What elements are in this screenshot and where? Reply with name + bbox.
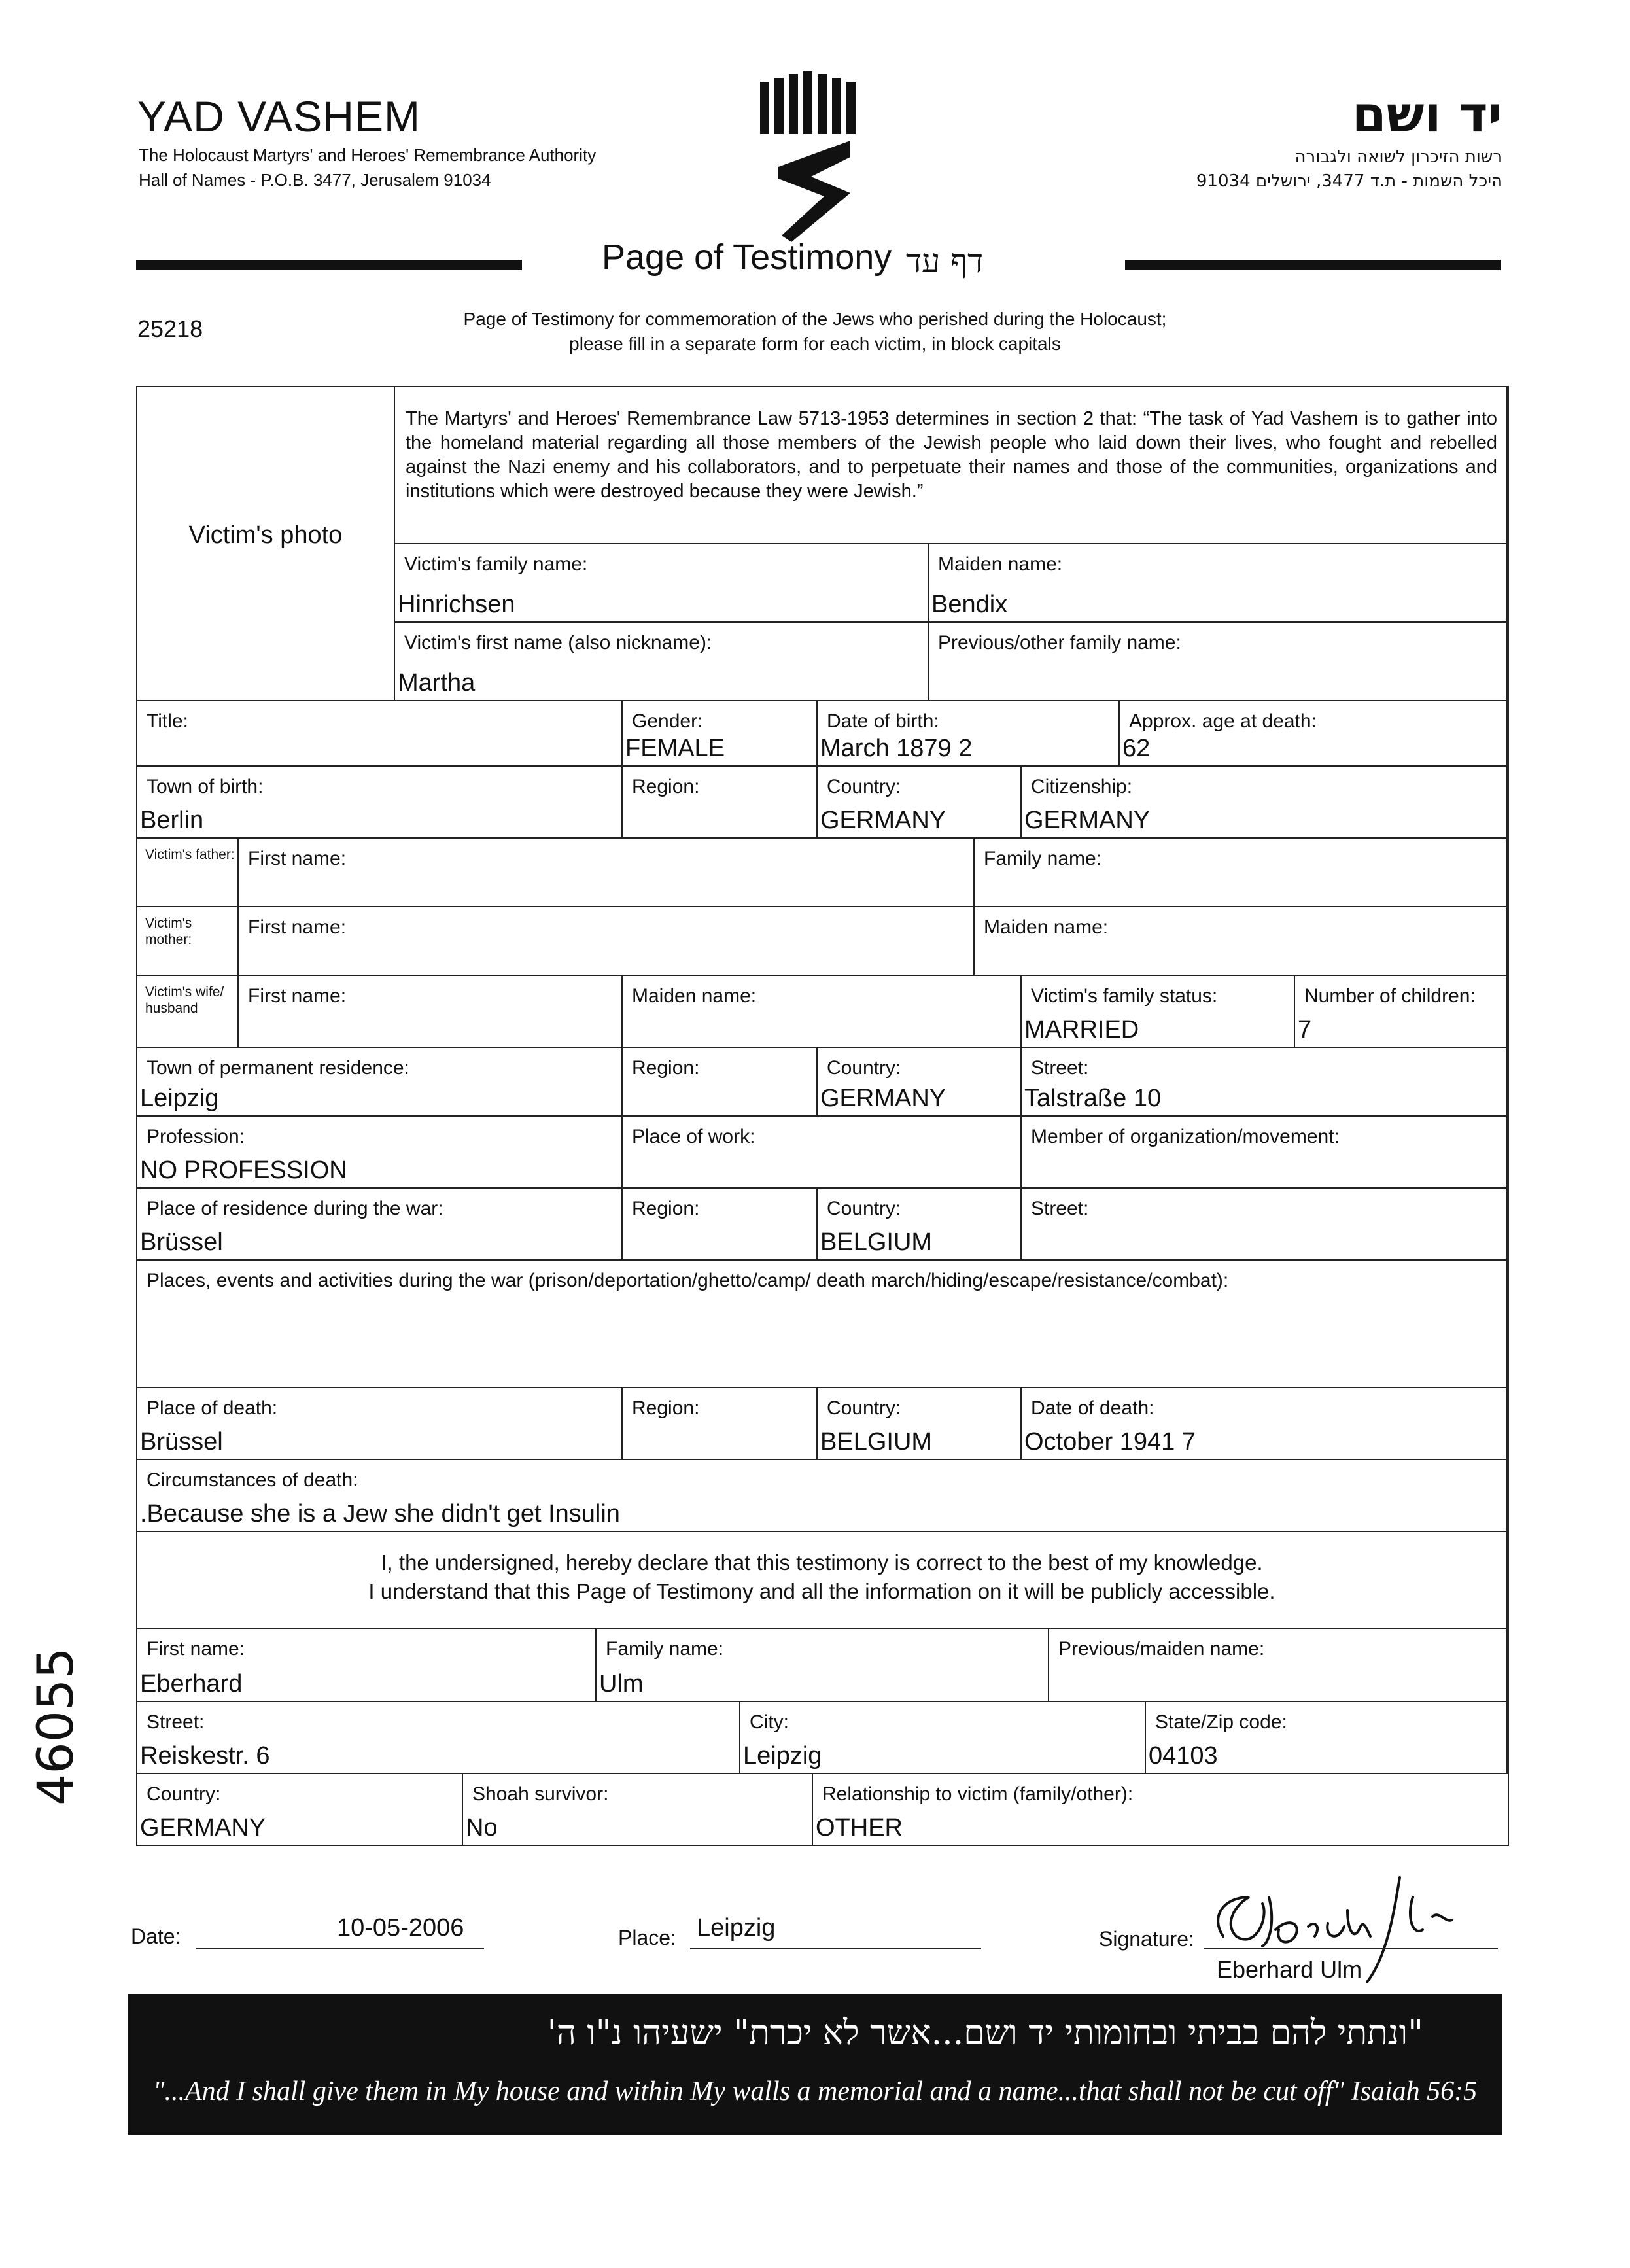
age-at-death-label: Approx. age at death: (1129, 710, 1317, 732)
children-count-field[interactable] (1295, 976, 1508, 1048)
circumstances-label: Circumstances of death: (147, 1469, 358, 1491)
family-name-value: Hinrichsen (398, 591, 515, 618)
war-region-label: Region: (632, 1198, 700, 1219)
war-residence-label: Place of residence during the war: (147, 1198, 443, 1219)
maiden-name-value: Bendix (931, 591, 1008, 618)
birth-country-value: GERMANY (820, 807, 946, 834)
father-first-name-label: First name: (248, 848, 347, 869)
submitter-family-name-label: Family name: (606, 1638, 724, 1660)
permanent-town-value: Leipzig (140, 1085, 219, 1112)
circumstances-value: .Because she is a Jew she didn't get Insulin (140, 1500, 620, 1527)
submitter-street-value: Reiskestr. 6 (140, 1742, 270, 1770)
town-of-birth-value: Berlin (140, 807, 204, 834)
shoah-survivor-label: Shoah survivor: (472, 1783, 609, 1805)
birth-country-label: Country: (827, 776, 901, 797)
submitter-zip-value: 04103 (1149, 1742, 1218, 1770)
spouse-row-label-box (137, 976, 239, 1048)
permanent-street-value: Talstraße 10 (1024, 1085, 1162, 1112)
permanent-street-label: Street: (1031, 1057, 1089, 1079)
circumstances-field[interactable] (137, 1460, 1508, 1532)
date-of-birth-field[interactable] (818, 701, 1120, 767)
spouse-first-name-field[interactable] (239, 976, 623, 1048)
war-events-label: Places, events and activities during the war (prison/deportation/ghetto/camp/ death march/hiding/escape/resistance/combat): (147, 1270, 1229, 1291)
date-of-birth-label: Date of birth: (827, 710, 939, 732)
spouse-maiden-name-label: Maiden name: (632, 985, 757, 1007)
family-status-field[interactable] (1022, 976, 1295, 1048)
org-subtitle: The Holocaust Martyrs' and Heroes' Remembrance Authority (139, 145, 597, 165)
relationship-value: OTHER (816, 1814, 903, 1841)
permanent-street-field[interactable] (1022, 1048, 1508, 1117)
signature-printed-name: Eberhard Ulm (1217, 1956, 1362, 1983)
date-value: 10-05-2006 (337, 1914, 464, 1942)
submitter-country-label: Country: (147, 1783, 221, 1805)
date-label: Date: (131, 1925, 181, 1948)
death-region-label: Region: (632, 1397, 700, 1419)
citizenship-label: Citizenship: (1031, 776, 1133, 797)
org-subtitle-hebrew: רשות הזיכרון לשואה ולגבורה (1294, 147, 1502, 167)
date-underline (196, 1948, 484, 1949)
date-of-death-value: October 1941 7 (1024, 1428, 1196, 1456)
place-of-death-value: Brüssel (140, 1428, 223, 1456)
family-status-value: MARRIED (1024, 1016, 1139, 1043)
signature-label: Signature: (1099, 1927, 1194, 1951)
war-street-field[interactable] (1022, 1189, 1508, 1261)
death-country-field[interactable] (818, 1388, 1022, 1460)
maiden-name-field[interactable] (929, 544, 1508, 623)
father-family-name-field[interactable] (975, 839, 1508, 907)
first-name-label: Victim's first name (also nickname): (404, 632, 712, 654)
family-name-field[interactable] (395, 544, 929, 623)
place-of-death-label: Place of death: (147, 1397, 278, 1419)
victim-photo-label: Victim's photo (188, 521, 343, 549)
submitter-street-field[interactable] (137, 1702, 740, 1774)
war-residence-value: Brüssel (140, 1229, 223, 1256)
date-of-death-field[interactable] (1022, 1388, 1508, 1460)
mother-first-name-label: First name: (248, 916, 347, 938)
submitter-city-field[interactable] (740, 1702, 1146, 1774)
org-name-hebrew: יד ושם (1351, 85, 1502, 143)
title-label: Title: (147, 710, 188, 732)
header-rule-left (136, 260, 522, 270)
submitter-country-field[interactable] (137, 1774, 463, 1845)
declaration-line-2: I understand that this Page of Testimony and all the information on it will be publicly accessible. (368, 1579, 1275, 1603)
submitter-family-name-field[interactable] (597, 1629, 1049, 1702)
profession-value: NO PROFESSION (140, 1157, 347, 1184)
war-country-label: Country: (827, 1198, 901, 1219)
first-name-field[interactable] (395, 623, 929, 701)
place-label: Place: (618, 1926, 676, 1949)
org-address: Hall of Names - P.O.B. 3477, Jerusalem 91034 (139, 170, 491, 190)
gender-field[interactable] (623, 701, 818, 767)
margin-handwritten-number: 46055 (26, 1647, 84, 1806)
submitter-country-value: GERMANY (140, 1814, 266, 1841)
permanent-country-label: Country: (827, 1057, 901, 1079)
spouse-first-name-label: First name: (248, 985, 347, 1007)
spouse-row-label: Victim's wife/ husband (145, 985, 224, 1016)
member-org-field[interactable] (1022, 1117, 1508, 1189)
war-residence-field[interactable] (137, 1189, 623, 1261)
death-region-field[interactable] (623, 1388, 818, 1460)
first-name-value: Martha (398, 669, 476, 697)
relationship-label: Relationship to victim (family/other): (822, 1783, 1134, 1805)
permanent-region-field[interactable] (623, 1048, 818, 1117)
permanent-town-field[interactable] (137, 1048, 623, 1117)
permanent-region-label: Region: (632, 1057, 700, 1079)
law-text: The Martyrs' and Heroes' Remembrance Law 5713-1953 determines in section 2 that: “The task of Yad Vashem is to gather into the homeland material regarding all those members of the Jewish people who laid down their lives, who fought and rebelled against the Nazi enemy and his collaborators, and to perpetuate their names and those of the communities, organizations and institutions which were destroyed because they were Jewish.” (406, 408, 1497, 502)
law-text-box (395, 387, 1508, 544)
profession-label: Profession: (147, 1126, 245, 1147)
relationship-field[interactable] (813, 1774, 1508, 1845)
submitter-city-value: Leipzig (743, 1742, 822, 1770)
citizenship-value: GERMANY (1024, 807, 1151, 834)
mother-row-label: Victim's mother: (145, 916, 192, 947)
spouse-maiden-name-field[interactable] (623, 976, 1022, 1048)
age-at-death-value: 62 (1122, 735, 1151, 762)
place-of-work-label: Place of work: (632, 1126, 755, 1147)
previous-family-name-label: Previous/other family name: (938, 632, 1181, 654)
children-count-label: Number of children: (1304, 985, 1476, 1007)
intro-line-1: Page of Testimony for commemoration of the Jews who perished during the Holocaust; (463, 309, 1167, 329)
place-underline (690, 1948, 981, 1949)
submitter-zip-label: State/Zip code: (1155, 1711, 1287, 1733)
submitter-first-name-field[interactable] (137, 1629, 597, 1702)
maiden-name-label: Maiden name: (938, 553, 1063, 575)
father-row-label-box (137, 839, 239, 907)
birth-country-field[interactable] (818, 767, 1022, 839)
submitter-street-label: Street: (147, 1711, 205, 1733)
place-of-death-field[interactable] (137, 1388, 623, 1460)
shoah-survivor-value: No (466, 1814, 498, 1841)
mother-maiden-name-label: Maiden name: (984, 916, 1109, 938)
birth-region-label: Region: (632, 776, 700, 797)
permanent-town-label: Town of permanent residence: (147, 1057, 409, 1079)
father-family-name-label: Family name: (984, 848, 1102, 869)
signature-underline (1204, 1948, 1498, 1949)
declaration-box (137, 1532, 1508, 1629)
family-status-label: Victim's family status: (1031, 985, 1218, 1007)
permanent-country-value: GERMANY (820, 1085, 946, 1112)
submitter-first-name-value: Eberhard (140, 1670, 243, 1698)
death-country-label: Country: (827, 1397, 901, 1419)
org-address-hebrew: היכל השמות - ת.ד 3477, ירושלים 91034 (1196, 171, 1502, 191)
declaration-line-1: I, the undersigned, hereby declare that this testimony is correct to the best of my knowledge. (381, 1550, 1263, 1575)
submitter-previous-name-label: Previous/maiden name: (1058, 1638, 1265, 1660)
citizenship-field[interactable] (1022, 767, 1508, 839)
war-region-field[interactable] (623, 1189, 818, 1261)
page-title: Page of Testimony (602, 237, 892, 277)
yad-vashem-logo-icon (752, 69, 876, 245)
father-row-label: Victim's father: (145, 847, 235, 862)
shoah-survivor-field[interactable] (463, 1774, 813, 1845)
member-org-label: Member of organization/movement: (1031, 1126, 1340, 1147)
children-count-value: 7 (1298, 1016, 1312, 1043)
place-value: Leipzig (697, 1914, 776, 1942)
submitter-previous-name-field[interactable] (1049, 1629, 1508, 1702)
war-country-value: BELGIUM (820, 1229, 933, 1256)
profession-field[interactable] (137, 1117, 623, 1189)
submitter-city-label: City: (750, 1711, 789, 1733)
mother-maiden-name-field[interactable] (975, 907, 1508, 976)
header-rule-right (1125, 260, 1501, 270)
isaiah-banner (128, 1994, 1502, 2135)
previous-family-name-field[interactable] (929, 623, 1508, 701)
page-title-hebrew: דף עד (906, 242, 984, 280)
mother-first-name-field[interactable] (239, 907, 975, 976)
war-events-field[interactable] (137, 1261, 1508, 1388)
document-number: 25218 (137, 315, 203, 342)
banner-hebrew-quote: "ונתתי להם בביתי ובחומותי יד ושם...אשר לא יכרת" ישעיהו נ"ו ה' (547, 2014, 1423, 2053)
testimony-form (136, 386, 1509, 1846)
age-at-death-field[interactable] (1120, 701, 1508, 767)
date-of-birth-value: March 1879 2 (820, 735, 973, 762)
org-name: YAD VASHEM (137, 92, 421, 141)
banner-english-quote: "...And I shall give them in My house and within My walls a memorial and a name...that shall not be cut off" Isaiah 56:5 (152, 2076, 1478, 2106)
birth-region-field[interactable] (623, 767, 818, 839)
submitter-zip-field[interactable] (1146, 1702, 1508, 1774)
submitter-family-name-value: Ulm (599, 1670, 644, 1698)
victim-photo-box (137, 387, 395, 701)
town-of-birth-label: Town of birth: (147, 776, 264, 797)
gender-value: FEMALE (625, 735, 725, 762)
war-street-label: Street: (1031, 1198, 1089, 1219)
submitter-first-name-label: First name: (147, 1638, 245, 1660)
permanent-country-field[interactable] (818, 1048, 1022, 1117)
date-of-death-label: Date of death: (1031, 1397, 1154, 1419)
gender-label: Gender: (632, 710, 703, 732)
intro-line-2: please fill in a separate form for each victim, in block capitals (569, 334, 1061, 354)
title-field[interactable] (137, 701, 623, 767)
death-country-value: BELGIUM (820, 1428, 933, 1456)
family-name-label: Victim's family name: (404, 553, 588, 575)
father-first-name-field[interactable] (239, 839, 975, 907)
place-of-work-field[interactable] (623, 1117, 1022, 1189)
mother-row-label-box (137, 907, 239, 976)
war-country-field[interactable] (818, 1189, 1022, 1261)
town-of-birth-field[interactable] (137, 767, 623, 839)
